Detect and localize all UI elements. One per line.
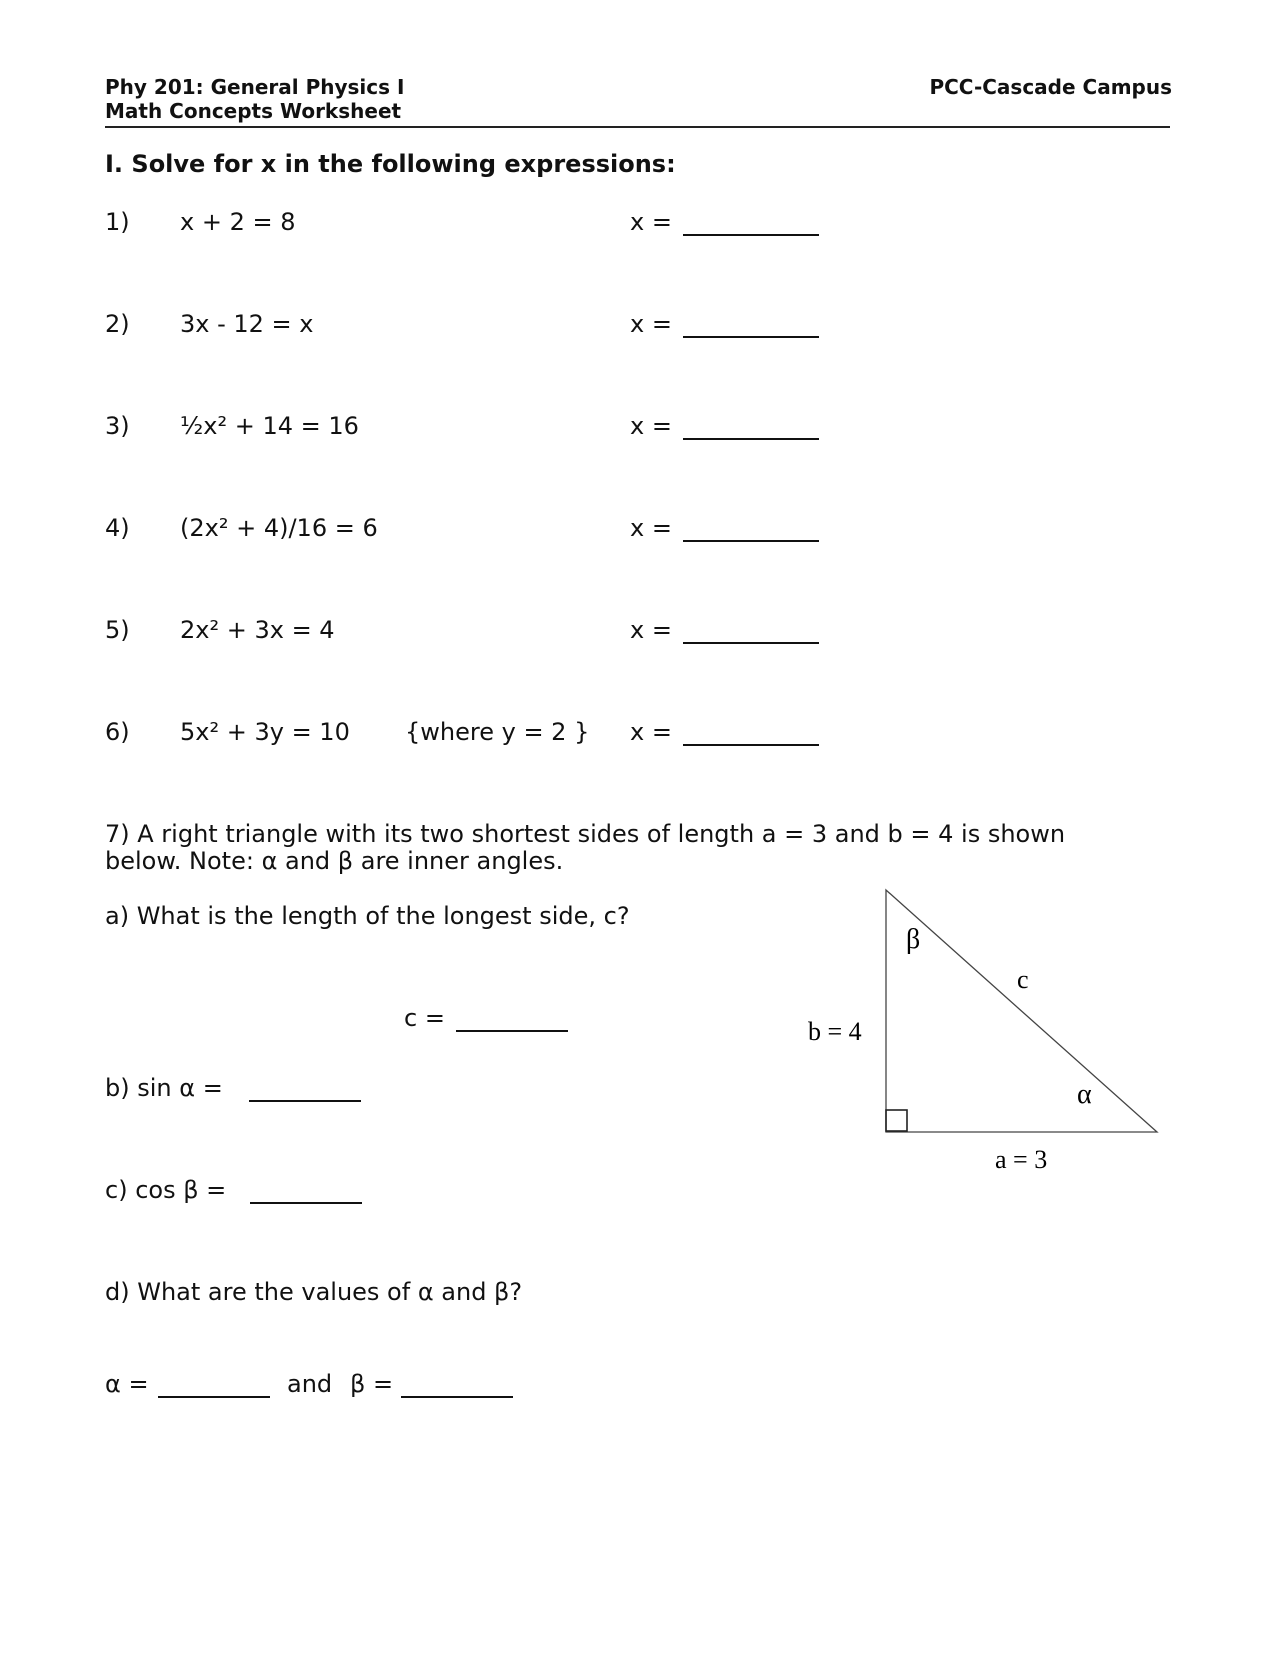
answer-label: x = [630, 718, 672, 746]
answer-blank[interactable] [683, 314, 819, 338]
problem-number: 1) [105, 208, 130, 236]
alpha-answer-blank[interactable] [158, 1374, 270, 1398]
problem-expression: ½x² + 14 = 16 [180, 412, 359, 440]
campus-name: PCC-Cascade Campus [929, 75, 1172, 99]
course-title: Phy 201: General Physics I [105, 75, 405, 99]
beta-answer-blank[interactable] [401, 1374, 513, 1398]
alpha-angle-label: α [1077, 1079, 1092, 1110]
side-b-label: b = 4 [808, 1017, 862, 1046]
beta-answer-label: β = [350, 1370, 394, 1398]
alpha-answer-label: α = [105, 1370, 149, 1398]
question-b-label: b) sin α = [105, 1074, 223, 1102]
hypotenuse-label: c [1017, 965, 1029, 994]
answer-blank[interactable] [683, 416, 819, 440]
side-a-label: a = 3 [995, 1145, 1048, 1174]
problem-expression: 2x² + 3x = 4 [180, 616, 335, 644]
header-rule [105, 126, 1170, 128]
beta-angle-label: β [906, 924, 921, 955]
worksheet-title: Math Concepts Worksheet [105, 99, 402, 123]
answer-blank[interactable] [683, 722, 819, 746]
sin-alpha-blank[interactable] [249, 1078, 361, 1102]
right-triangle-diagram [780, 870, 1180, 1180]
problem-number: 2) [105, 310, 130, 338]
problem-number: 4) [105, 514, 130, 542]
problem-expression: 3x - 12 = x [180, 310, 314, 338]
cos-beta-blank[interactable] [250, 1180, 362, 1204]
question-c-label: c) cos β = [105, 1176, 227, 1204]
triangle-shape [886, 890, 1157, 1132]
and-text: and [287, 1370, 333, 1398]
right-angle-marker [886, 1110, 907, 1131]
problem-expression: 5x² + 3y = 10 [180, 718, 350, 746]
problem-note: {where y = 2 } [405, 718, 590, 746]
answer-label: x = [630, 208, 672, 236]
answer-blank[interactable] [683, 620, 819, 644]
section-title: I. Solve for x in the following expressions: [105, 150, 676, 178]
answer-blank[interactable] [683, 518, 819, 542]
question-a: a) What is the length of the longest side, c? [105, 902, 630, 930]
problem-number: 3) [105, 412, 130, 440]
c-answer-label: c = [404, 1004, 445, 1032]
answer-label: x = [630, 514, 672, 542]
answer-label: x = [630, 616, 672, 644]
problem-number: 5) [105, 616, 130, 644]
problem7-intro-line2: below. Note: α and β are inner angles. [105, 847, 564, 875]
problem-expression: x + 2 = 8 [180, 208, 296, 236]
problem-number: 6) [105, 718, 130, 746]
problem-expression: (2x² + 4)/16 = 6 [180, 514, 378, 542]
question-d: d) What are the values of α and β? [105, 1278, 523, 1306]
problem7-intro-line1: 7) A right triangle with its two shortest sides of length a = 3 and b = 4 is shown [105, 820, 1066, 848]
answer-label: x = [630, 412, 672, 440]
answer-label: x = [630, 310, 672, 338]
c-answer-blank[interactable] [456, 1008, 568, 1032]
answer-blank[interactable] [683, 212, 819, 236]
